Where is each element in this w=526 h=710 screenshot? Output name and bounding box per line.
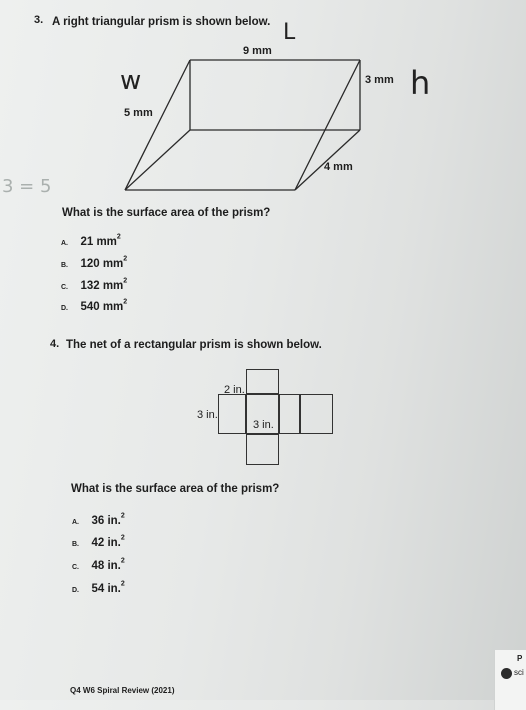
net-dim-middle-label: 3 in.	[253, 419, 274, 431]
question-3-text: A right triangular prism is shown below.	[52, 16, 271, 28]
option-letter: B.	[72, 541, 79, 548]
question-4-stem: What is the surface area of the prism?	[71, 483, 280, 495]
net-face-left	[218, 394, 246, 434]
option-value: 120 mm	[80, 258, 124, 270]
option-letter: B.	[61, 262, 68, 269]
page-footer: Q4 W6 Spiral Review (2021)	[70, 686, 175, 695]
option-value: 21 mm	[80, 236, 117, 248]
option-letter: C.	[61, 284, 68, 291]
handwritten-w-annotation: w	[120, 66, 142, 96]
option-value: 540 mm	[80, 301, 124, 313]
net-dim-top-label: 2 in.	[224, 384, 245, 396]
dim-bottom-label: 4 mm	[324, 161, 353, 173]
question-4-text: The net of a rectangular prism is shown below.	[66, 339, 322, 351]
question-3-number: 3.	[34, 14, 44, 26]
question-3-stem: What is the surface area of the prism?	[62, 207, 271, 219]
next-page-corner	[494, 650, 526, 710]
option-exponent: 2	[120, 512, 125, 520]
net-face-bottom-flap	[246, 434, 279, 465]
q4-option-b	[72, 533, 125, 551]
dim-left-label: 5 mm	[124, 107, 153, 119]
net-face-right	[279, 394, 300, 434]
dim-top-label: 9 mm	[243, 45, 272, 57]
corner-bottom-text: sci	[514, 668, 524, 677]
question-4-number: 4.	[50, 338, 60, 350]
circle-bullet-icon	[501, 668, 512, 679]
option-exponent: 2	[116, 233, 121, 241]
option-letter: D.	[61, 305, 68, 312]
option-value: 54 in.	[91, 583, 121, 595]
net-face-top-flap	[246, 369, 279, 394]
dim-right-label: 3 mm	[365, 74, 394, 86]
option-value: 36 in.	[91, 515, 121, 527]
option-letter: A.	[72, 519, 79, 526]
q4-option-c	[72, 556, 125, 574]
q4-option-a	[72, 511, 125, 529]
net-face-far-right	[300, 394, 333, 434]
option-value: 42 in.	[91, 537, 121, 549]
corner-top-text: P	[517, 654, 523, 663]
option-exponent: 2	[120, 580, 125, 588]
option-exponent: 2	[123, 298, 128, 306]
option-exponent: 2	[123, 277, 128, 285]
option-value: 132 mm	[80, 280, 124, 292]
option-exponent: 2	[120, 557, 125, 565]
option-exponent: 2	[120, 534, 125, 542]
handwritten-l-annotation: L	[283, 20, 296, 45]
option-exponent: 2	[123, 255, 128, 263]
net-dim-left-label: 3 in.	[197, 409, 218, 421]
margin-scribble: 3 = 5	[2, 176, 52, 197]
handwritten-h-annotation: h	[410, 64, 431, 102]
option-letter: D.	[72, 587, 79, 594]
option-letter: A.	[61, 240, 68, 247]
option-letter: C.	[72, 564, 79, 571]
q4-option-d	[72, 579, 125, 597]
option-value: 48 in.	[91, 560, 121, 572]
